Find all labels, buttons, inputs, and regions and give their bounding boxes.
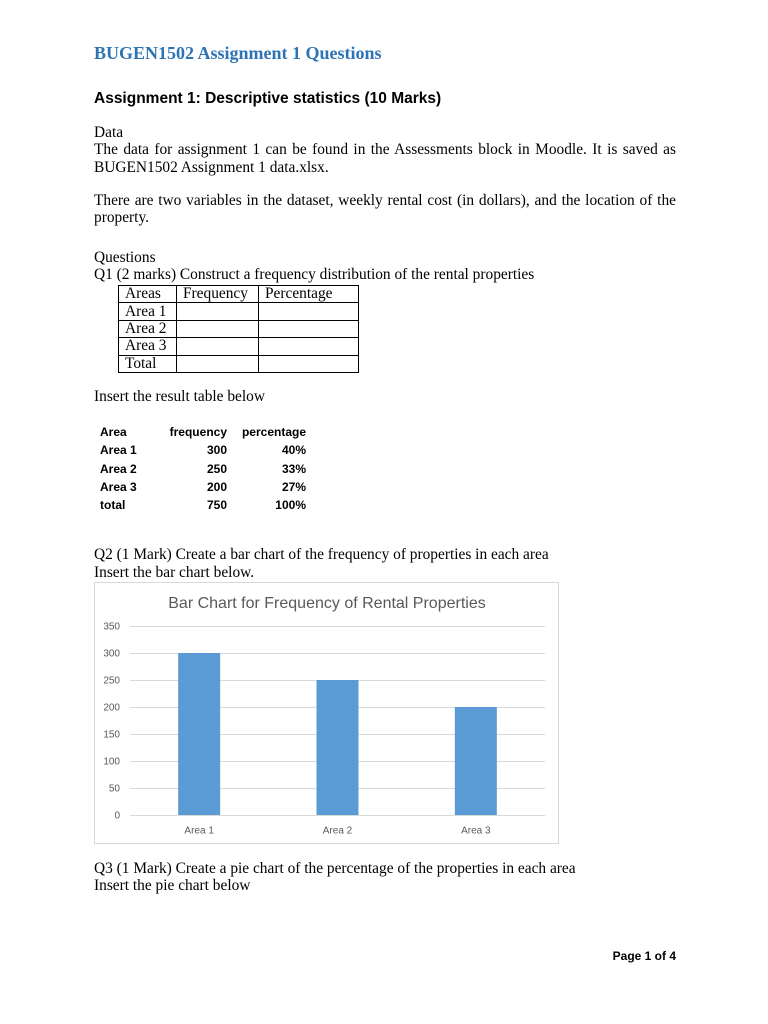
table-row-label: Area 3 [119, 338, 177, 355]
result-cell-percentage: 27% [281, 479, 306, 494]
table-cell-empty [259, 338, 359, 355]
result-cell-frequency: 200 [206, 479, 227, 494]
table-header-cell: Frequency [177, 286, 259, 303]
y-tick-label: 150 [103, 729, 120, 741]
result-cell-frequency: 750 [206, 498, 227, 512]
table-cell-empty [259, 303, 359, 320]
variables-paragraph-line: There are two variables in the dataset, weekly rental cost (in dollars), and the location of the [94, 192, 676, 209]
table-cell-empty [177, 320, 259, 337]
bar-1 [178, 653, 220, 815]
result-cell-percentage: 33% [281, 461, 306, 476]
bar-2 [317, 680, 359, 815]
y-tick-label: 100 [103, 756, 120, 768]
table-cell-empty [177, 355, 259, 372]
result-header-cell: Area [100, 425, 127, 439]
result-cell-percentage: 100% [275, 498, 306, 512]
table-cell-empty [177, 338, 259, 355]
x-tick-label: Area 3 [461, 825, 491, 837]
bar-chart [94, 582, 559, 844]
table-cell-empty [177, 303, 259, 320]
table-header-cell: Percentage [259, 286, 359, 303]
q1-text: Q1 (2 marks) Construct a frequency distribution of the rental properties [94, 266, 535, 283]
table-header-cell: Areas [119, 286, 177, 303]
chart-title: Bar Chart for Frequency of Rental Properties [168, 595, 486, 612]
bar-chart-svg [94, 582, 559, 844]
y-tick-label: 200 [103, 702, 120, 714]
result-header-cell: percentage [241, 425, 306, 439]
result-table [100, 423, 306, 514]
questions-label: Questions [94, 249, 156, 266]
q3-instruction: Insert the pie chart below [94, 877, 251, 894]
bar-3 [455, 707, 497, 815]
result-cell-area: Area 2 [100, 461, 137, 476]
q1-instruction: Insert the result table below [94, 388, 265, 405]
result-cell-area: Area 3 [100, 479, 137, 494]
data-paragraph-line: BUGEN1502 Assignment 1 data.xlsx. [94, 159, 329, 176]
x-tick-label: Area 2 [322, 825, 353, 837]
document-title: BUGEN1502 Assignment 1 Questions [94, 43, 382, 63]
result-cell-frequency: 300 [206, 443, 227, 458]
data-label: Data [94, 124, 124, 141]
table-header-row [119, 286, 359, 303]
section-heading: Assignment 1: Descriptive statistics (10 Marks) [94, 90, 442, 107]
table-row [119, 320, 359, 337]
q3-text: Q3 (1 Mark) Create a pie chart of the percentage of the properties in each area [94, 860, 576, 877]
table-row [119, 355, 359, 372]
table-row [119, 303, 359, 320]
result-cell-area: Area 1 [100, 443, 137, 458]
result-header-cell: frequency [169, 425, 227, 439]
table-row-label: Total [119, 355, 177, 372]
page-number: Page 1 of 4 [612, 949, 676, 963]
frequency-distribution-table [118, 285, 359, 373]
result-cell-percentage: 40% [281, 443, 306, 458]
table-row [119, 338, 359, 355]
y-tick-label: 300 [103, 648, 120, 660]
q2-text: Q2 (1 Mark) Create a bar chart of the frequency of properties in each area [94, 546, 549, 563]
q2-instruction: Insert the bar chart below. [94, 564, 255, 581]
y-tick-label: 50 [108, 783, 120, 795]
table-cell-empty [259, 320, 359, 337]
x-tick-label: Area 1 [184, 825, 214, 837]
y-tick-label: 350 [103, 621, 120, 633]
data-paragraph-line: The data for assignment 1 can be found in the Assessments block in Moodle. It is saved as [94, 141, 676, 158]
y-tick-label: 250 [103, 675, 120, 687]
result-cell-frequency: 250 [206, 461, 227, 476]
result-cell-area: total [100, 498, 126, 512]
table-row-label: Area 2 [119, 320, 177, 337]
table-row-label: Area 1 [119, 303, 177, 320]
y-tick-label: 0 [114, 810, 120, 822]
table-cell-empty [259, 355, 359, 372]
variables-paragraph-line: property. [94, 209, 149, 226]
